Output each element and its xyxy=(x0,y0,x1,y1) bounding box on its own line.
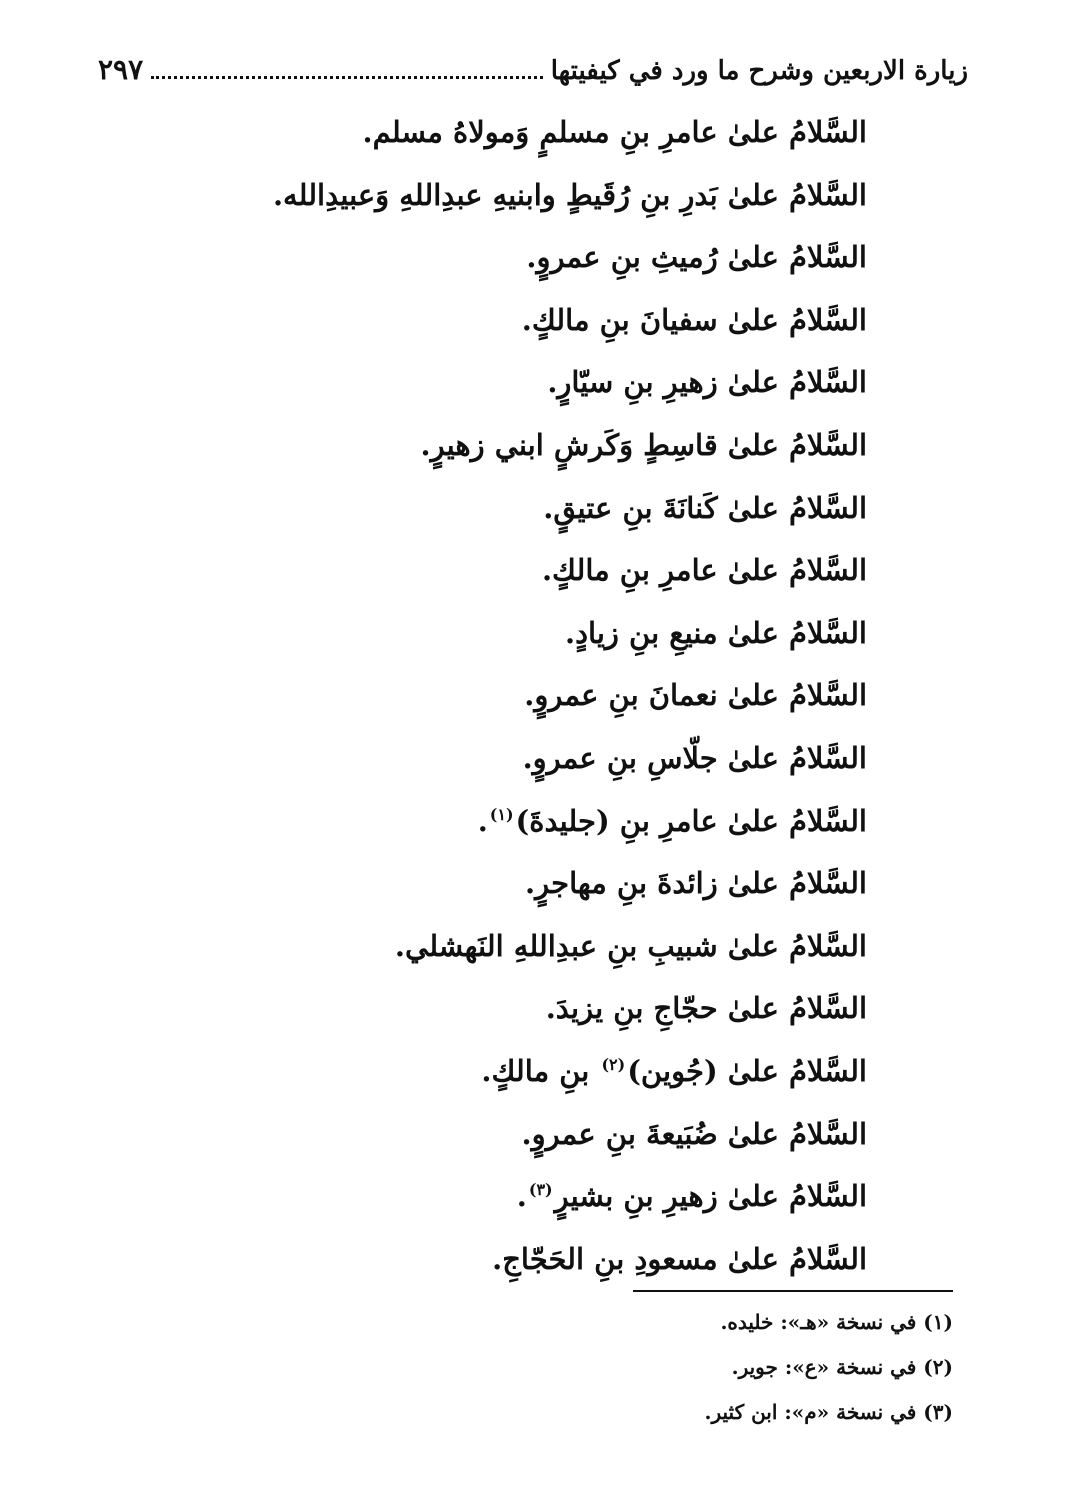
salutation-line: السَّلامُ علىٰ بَدرِ بنِ رُقَيطٍ وابنيهِ عبدِاللهِ وَعبيدِالله. xyxy=(272,177,867,212)
footnote: (٣) في نسخة «م»: ابن كثير. xyxy=(704,1400,953,1424)
chapter-title: زيارة الاربعين وشرح ما ورد في كيفيتها xyxy=(550,56,968,86)
salutation-line: السَّلامُ علىٰ سفيانَ بنِ مالكٍ. xyxy=(521,302,867,337)
salutation-line: السَّلامُ علىٰ رُميثِ بنِ عمروٍ. xyxy=(526,240,867,275)
footnote-marker: (٢) xyxy=(601,1055,626,1075)
salutation-list xyxy=(217,101,867,1290)
footnote-marker: (١) xyxy=(489,804,514,824)
salutation-line: السَّلامُ علىٰ زهيرِ بنِ سيّارٍ. xyxy=(547,365,867,400)
salutation-line: السَّلامُ علىٰ كَنانَةَ بنِ عتيقٍ. xyxy=(543,490,867,525)
running-header xyxy=(98,40,968,84)
footnote-separator xyxy=(633,1290,953,1292)
salutation-line: السَّلامُ علىٰ ضُبَيعةَ بنِ عمروٍ. xyxy=(521,1116,867,1151)
salutation-line: السَّلامُ علىٰ منيعِ بنِ زيادٍ. xyxy=(564,615,867,650)
salutation-line: السَّلامُ علىٰ قاسِطٍ وَكَرشٍ ابني زهيرٍ. xyxy=(420,427,867,462)
salutation-line: السَّلامُ علىٰ جلّاسِ بنِ عمروٍ. xyxy=(522,740,867,775)
salutation-line: السَّلامُ علىٰ زهيرِ بنِ بشيرٍ$^{(٣)}$. xyxy=(516,1179,867,1214)
salutation-line: السَّلامُ علىٰ عامرِ بنِ مسلمٍ وَمولاهُ مسلم. xyxy=(362,115,867,149)
salutation-line: السَّلامُ علىٰ مسعودِ بنِ الحَجّاجِ. xyxy=(492,1241,867,1276)
salutation-line: السَّلامُ علىٰ (جُوين)$^{(٢)}$ بنِ مالكٍ. xyxy=(481,1053,867,1088)
leader-dots xyxy=(151,75,543,79)
footnote-marker: (٣) xyxy=(528,1180,553,1200)
salutation-line: السَّلامُ علىٰ نعمانَ بنِ عمروٍ. xyxy=(524,678,867,713)
salutation-line: السَّلامُ علىٰ شبيبِ بنِ عبدِاللهِ النَهشلي. xyxy=(394,928,867,963)
footnote: (٢) في نسخة «ع»: جوير. xyxy=(731,1355,953,1379)
salutation-line: السَّلامُ علىٰ عامرِ بنِ (جليدةَ)$^{(١)}$. xyxy=(477,803,867,838)
salutation-line: السَّلامُ علىٰ زائدةَ بنِ مهاجرٍ. xyxy=(525,866,867,901)
salutation-line: السَّلامُ علىٰ عامرِ بنِ مالكٍ. xyxy=(541,553,867,588)
page-number: ٢٩٧ xyxy=(98,53,144,86)
footnote: (١) في نسخة «هـ»: خليده. xyxy=(720,1310,953,1334)
salutation-line: السَّلامُ علىٰ حجّاجِ بنِ يزيدَ. xyxy=(545,991,867,1026)
footnotes xyxy=(533,1300,953,1435)
